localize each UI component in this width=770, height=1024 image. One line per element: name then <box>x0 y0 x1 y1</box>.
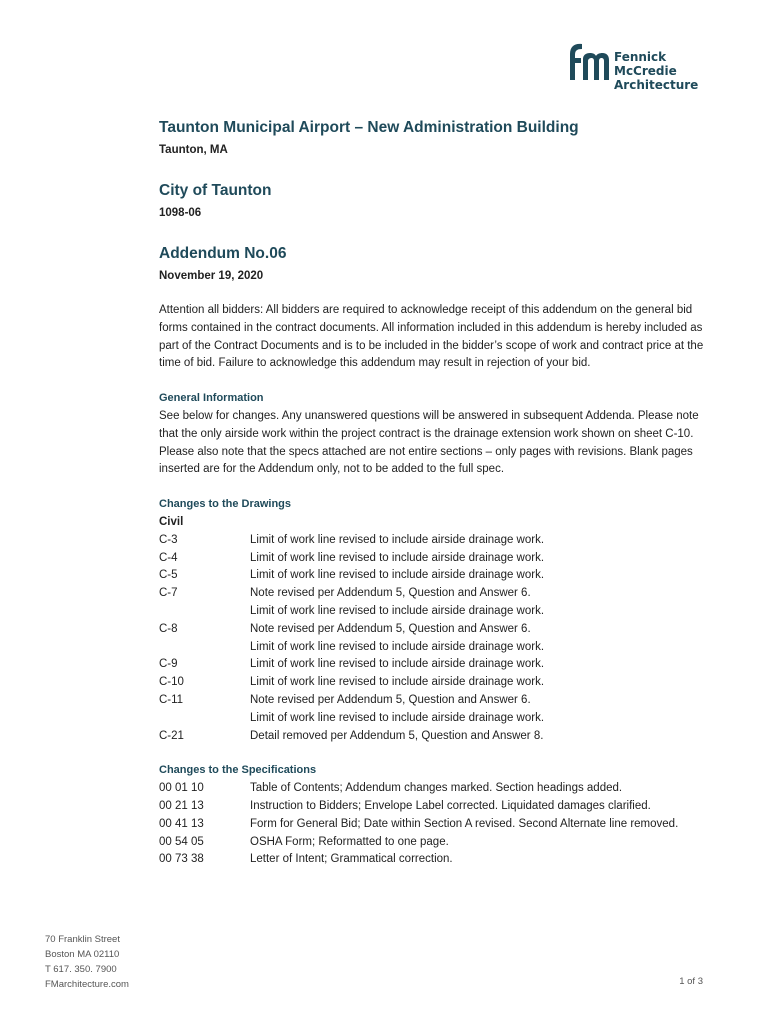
sheet-code: C-11 <box>159 693 184 706</box>
change-description: Limit of work line revised to include airside drainage work. <box>250 604 545 617</box>
document-body <box>159 118 709 869</box>
table-row <box>159 656 709 674</box>
change-description: Note revised per Addendum 5, Question and Answer 6. <box>250 693 531 706</box>
sheet-code: C-4 <box>159 551 178 564</box>
footer-website: FMarchitecture.com <box>45 979 129 990</box>
project-block <box>159 118 709 158</box>
change-description: Limit of work line revised to include airside drainage work. <box>250 569 545 582</box>
spec-section-code: 00 54 05 <box>159 835 204 848</box>
spec-section-code: 00 73 38 <box>159 853 204 866</box>
project-title: Taunton Municipal Airport – New Administration Building <box>159 119 579 136</box>
logo-line-2: McCredie <box>614 64 677 78</box>
change-description: Limit of work line revised to include airside drainage work. <box>250 711 545 724</box>
sheet-code: C-3 <box>159 533 178 546</box>
spec-section-code: 00 01 10 <box>159 782 204 795</box>
specifications-changes-heading: Changes to the Specifications <box>159 764 317 777</box>
spec-section-code: 00 41 13 <box>159 817 204 830</box>
sheet-code <box>159 639 250 657</box>
table-row <box>159 851 709 869</box>
logo-line-1: Fennick <box>614 50 667 64</box>
table-row <box>159 674 709 692</box>
logo-line-3: Architecture <box>614 78 699 92</box>
intro-paragraph: Attention all bidders: All bidders are required to acknowledge receipt of this addendum on the general bid forms contained in the contract documents. All information included in this addendum is hereby included as part of the Contract Documents and is to be included in the bidder’s scope of work and contract price at the time of bid. Failure to acknowledge this addendum may result in rejection of your bid. <box>159 304 704 370</box>
table-row <box>159 728 709 746</box>
page-number: 1 of 3 <box>679 976 703 987</box>
discipline-label: Civil <box>159 515 184 528</box>
footer-city: Boston MA 02110 <box>45 949 120 960</box>
table-row <box>159 798 709 816</box>
logo-wordmark <box>614 50 724 92</box>
general-information-section <box>159 390 709 479</box>
change-description: Limit of work line revised to include airside drainage work. <box>250 533 545 546</box>
client-block <box>159 181 709 221</box>
table-row <box>159 692 709 710</box>
table-row <box>159 816 709 834</box>
footer-phone: T 617. 350. 7900 <box>45 964 117 975</box>
footer-address <box>45 932 129 992</box>
change-description: Instruction to Bidders; Envelope Label corrected. Liquidated damages clarified. <box>250 799 651 812</box>
general-information-heading: General Information <box>159 392 264 405</box>
addendum-date: November 19, 2020 <box>159 270 264 282</box>
table-row <box>159 621 709 639</box>
table-row <box>159 639 709 657</box>
table-row <box>159 585 709 603</box>
change-description: Limit of work line revised to include airside drainage work. <box>250 551 545 564</box>
table-row <box>159 834 709 852</box>
footer-street: 70 Franklin Street <box>45 934 120 945</box>
table-row <box>159 532 709 550</box>
project-number: 1098-06 <box>159 207 202 219</box>
change-description: Table of Contents; Addendum changes marked. Section headings added. <box>250 782 623 795</box>
sheet-code: C-10 <box>159 676 184 689</box>
sheet-code <box>159 603 250 621</box>
change-description: Limit of work line revised to include airside drainage work. <box>250 640 545 653</box>
sheet-code: C-9 <box>159 658 178 671</box>
sheet-code: C-5 <box>159 569 178 582</box>
addendum-title: Addendum No.06 <box>159 245 287 262</box>
change-description: Note revised per Addendum 5, Question and Answer 6. <box>250 587 531 600</box>
table-row <box>159 550 709 568</box>
change-description: Limit of work line revised to include airside drainage work. <box>250 658 545 671</box>
sheet-code: C-8 <box>159 622 178 635</box>
sheet-code: C-21 <box>159 729 184 742</box>
sheet-code <box>159 710 250 728</box>
change-description: OSHA Form; Reformatted to one page. <box>250 835 449 848</box>
table-row <box>159 603 709 621</box>
drawings-changes-heading: Changes to the Drawings <box>159 498 292 511</box>
project-location: Taunton, MA <box>159 144 228 156</box>
sheet-code: C-7 <box>159 587 178 600</box>
change-description: Detail removed per Addendum 5, Question and Answer 8. <box>250 729 544 742</box>
fm-logo-icon <box>566 42 610 82</box>
general-information-text: See below for changes. Any unanswered questions will be answered in subsequent Addenda. Please note that the only airside work within the project contract is the drainage extension work shown on sheet C-10. Please also note that the specs attached are not entire sections – only pages with revisions. Blank pages inserted are for the Addendum only, not to be added to the full spec. <box>159 409 699 476</box>
specifications-changes-section <box>159 762 709 869</box>
client-name: City of Taunton <box>159 182 272 199</box>
table-row <box>159 567 709 585</box>
addendum-block <box>159 244 709 284</box>
change-description: Limit of work line revised to include airside drainage work. <box>250 676 545 689</box>
change-description: Letter of Intent; Grammatical correction. <box>250 853 453 866</box>
change-description: Note revised per Addendum 5, Question and Answer 6. <box>250 622 531 635</box>
spec-section-code: 00 21 13 <box>159 799 204 812</box>
table-row <box>159 710 709 728</box>
change-description: Form for General Bid; Date within Section A revised. Second Alternate line removed. <box>250 817 679 830</box>
table-row <box>159 780 709 798</box>
drawings-changes-section <box>159 496 709 745</box>
